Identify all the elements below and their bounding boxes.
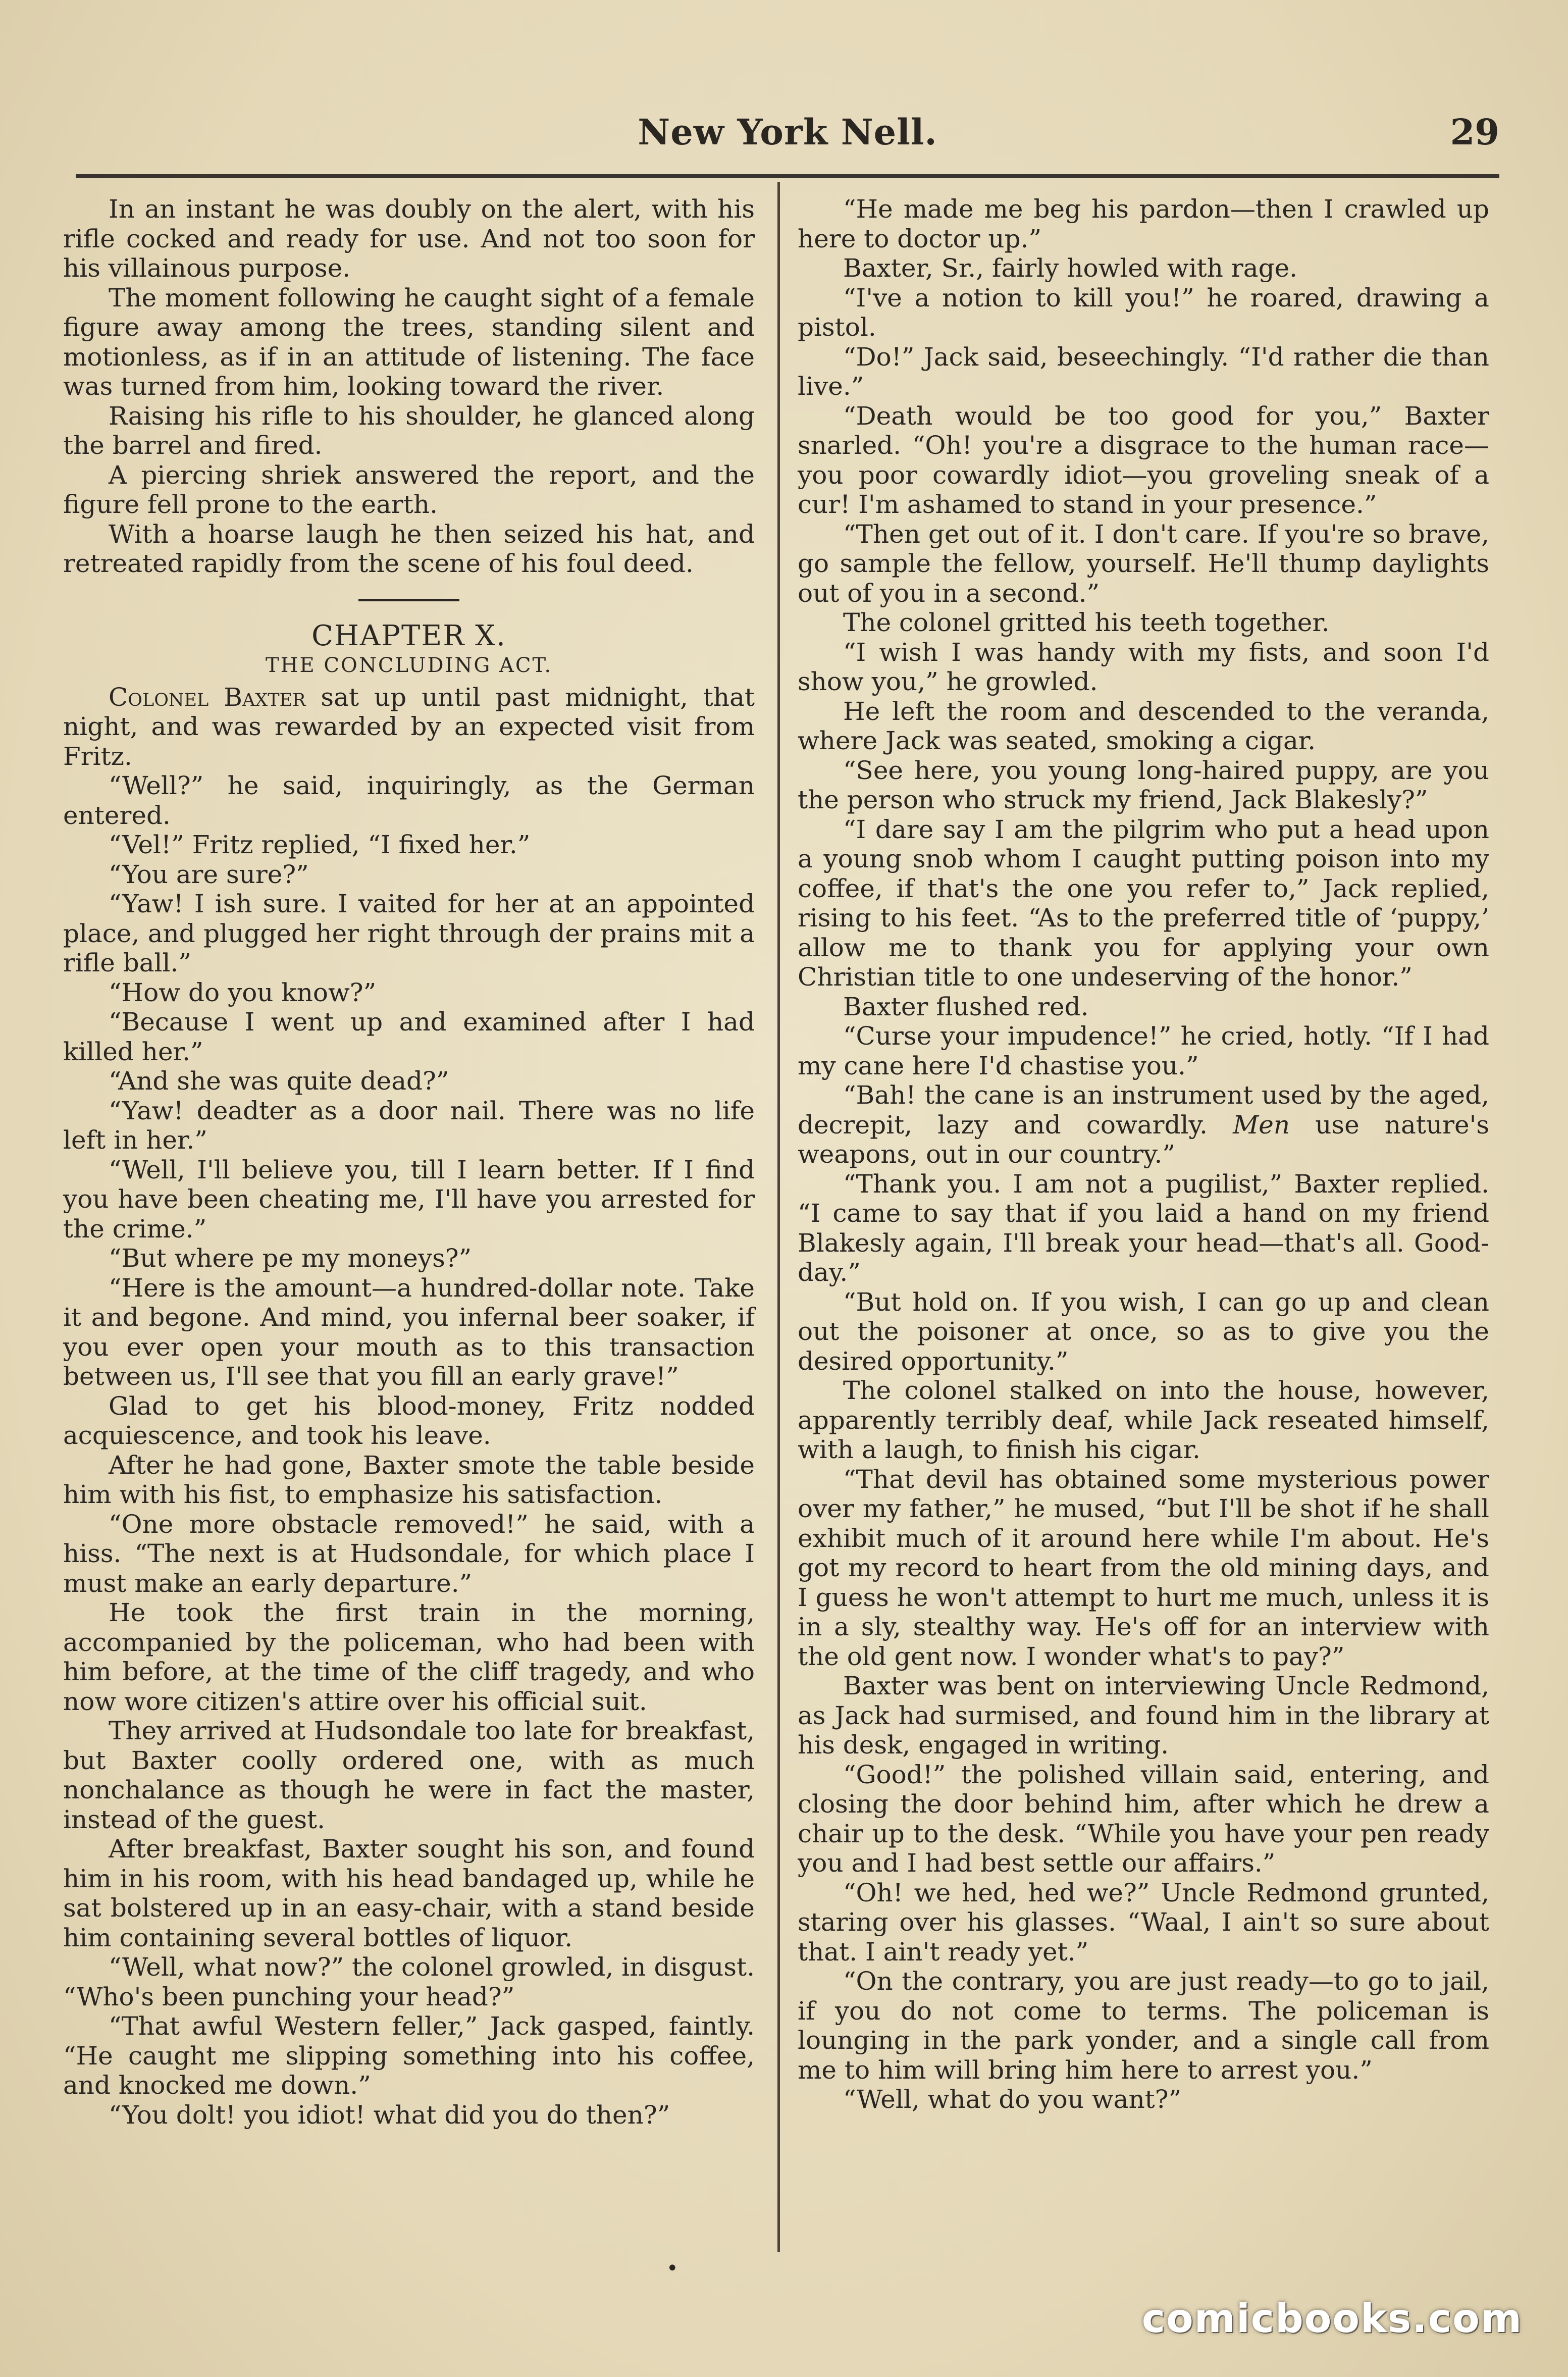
- paragraph: “Well, I'll believe you, till I learn better. If I find you have been cheating me, I'll have you arrested for the crime.”: [63, 1155, 755, 1244]
- paragraph: “Curse your impudence!” he cried, hotly. “If I had my cane here I'd chastise you.”: [798, 1021, 1489, 1080]
- paragraph: With a hoarse laugh he then seized his hat, and retreated rapidly from the scene of his foul deed.: [63, 519, 755, 578]
- paragraph: “Do!” Jack said, beseechingly. “I'd rather die than live.”: [798, 342, 1489, 401]
- paragraph: “Vel!” Fritz replied, “I fixed her.”: [109, 830, 531, 859]
- chapter-first-paragraph-rest: sat up until past midnight, that night, and was rewarded by an expected visit from Fritz.: [63, 682, 755, 771]
- paragraph: Raising his rifle to his shoulder, he glanced along the barrel and fired.: [63, 401, 755, 460]
- bah-text-after: use nature's weapons, out in our country.”: [798, 1110, 1489, 1169]
- paragraph: “Yaw! I ish sure. I vaited for her at an appointed place, and plugged her right through der prains mit a rifle ball.”: [63, 889, 755, 977]
- paragraph: The moment following he caught sight of a female figure away among the trees, standing silent and motionless, as if in an attitude of listening. The face was turned from him, looking toward the river.: [63, 283, 755, 401]
- chapter-subtitle: THE CONCLUDING ACT.: [265, 654, 553, 677]
- watermark: comicbooks.com: [1141, 2296, 1523, 2342]
- paragraph: “But where pe my moneys?”: [109, 1244, 472, 1273]
- paragraph: After breakfast, Baxter sought his son, and found him in his room, with his head bandaged up, while he sat bolstered up in an easy-chair, with a stand beside him containing several bottles of liquor.: [63, 1834, 755, 1952]
- paragraph: “Then get out of it. I don't care. If you're so brave, go sample the fellow, yourself. He'll thump daylights out of you in a second.”: [798, 519, 1489, 608]
- left-after-chapter: [63, 771, 755, 2130]
- paragraph: “One more obstacle removed!” he said, with a hiss. “The next is at Hudsondale, for which place I must make an early departure.”: [63, 1509, 755, 1598]
- paragraph: “That devil has obtained some mysterious power over my father,” he mused, “but I'll be shot if he shall exhibit much of it around here while I'm about. He's got my record to heart from the old mining days, and I guess he won't attempt to hurt me much, unless it is in a sly, stealthy way. He's off for an interview with the old gent now. I wonder what's to pay?”: [798, 1464, 1489, 1671]
- printer-mark: •: [666, 2257, 678, 2280]
- right-column: [798, 194, 1489, 2114]
- paragraph: Baxter flushed red.: [843, 992, 1089, 1021]
- paragraph: “See here, you young long-haired puppy, are you the person who struck my friend, Jack Blakesly?”: [798, 755, 1489, 814]
- column-divider: [777, 182, 780, 2252]
- running-title: New York Nell.: [638, 111, 937, 153]
- right-paragraphs-a: [798, 194, 1489, 1080]
- paragraph: Baxter, Sr., fairly howled with rage.: [843, 253, 1298, 283]
- paragraph: “You dolt! you idiot! what did you do then?”: [109, 2100, 670, 2130]
- paragraph: After he had gone, Baxter smote the table beside him with his fist, to emphasize his satisfaction.: [63, 1450, 755, 1509]
- paragraph: Glad to get his blood-money, Fritz nodded acquiescence, and took his leave.: [63, 1391, 755, 1450]
- bah-text-before: “Bah! the cane is an instrument used by the aged, decrepit, lazy and cowardly.: [798, 1080, 1489, 1140]
- paragraph: “He made me beg his pardon—then I crawled up here to doctor up.”: [798, 194, 1489, 253]
- header-rule: [76, 174, 1499, 178]
- paragraph: “You are sure?”: [109, 859, 309, 889]
- section-rule: [358, 599, 459, 601]
- paragraph-bah: [798, 1080, 1489, 1169]
- paragraph: “I've a notion to kill you!” he roared, drawing a pistol.: [798, 283, 1489, 342]
- paragraph: “Here is the amount—a hundred-dollar note. Take it and begone. And mind, you infernal beer soaker, if you ever open your mouth as to this transaction between us, I'll see that you fill an early grave!”: [63, 1273, 755, 1391]
- paragraph: “And she was quite dead?”: [109, 1066, 449, 1096]
- paragraph: “Oh! we hed, hed we?” Uncle Redmond grunted, staring over his glasses. “Waal, I ain't so sure about that. I ain't ready yet.”: [798, 1878, 1489, 1967]
- paragraph: “Yaw! deadter as a door nail. There was no life left in her.”: [63, 1096, 755, 1155]
- chapter-title: CHAPTER X.: [311, 619, 506, 652]
- paragraph: They arrived at Hudsondale too late for breakfast, but Baxter coolly ordered one, with as much nonchalance as though he were in fact the master, instead of the guest.: [63, 1716, 755, 1834]
- paragraph: “I wish I was handy with my fists, and soon I'd show you,” he growled.: [798, 637, 1489, 696]
- paragraph: “Well, what now?” the colonel growled, in disgust. “Who's been punching your head?”: [63, 1952, 755, 2011]
- left-before-chapter: [63, 194, 755, 579]
- paragraph: He took the first train in the morning, accompanied by the policeman, who had been with him before, at the time of the cliff tragedy, and who now wore citizen's attire over his official suit.: [63, 1598, 755, 1716]
- paragraph: “That awful Western feller,” Jack gasped, faintly. “He caught me slipping something into his coffee, and knocked me down.”: [63, 2011, 755, 2100]
- paragraph: “Because I went up and examined after I had killed her.”: [63, 1007, 755, 1066]
- paragraph: “How do you know?”: [109, 977, 377, 1007]
- paragraph: Baxter was bent on interviewing Uncle Redmond, as Jack had surmised, and found him in the library at his desk, engaged in writing.: [798, 1671, 1489, 1760]
- paragraph: “Well?” he said, inquiringly, as the German entered.: [63, 771, 755, 830]
- paragraph: “Good!” the polished villain said, entering, and closing the door behind him, after which he drew a chair up to the desk. “While you have your pen ready you and I had best settle our affairs.”: [798, 1760, 1489, 1878]
- bah-italic: Men: [1233, 1110, 1290, 1140]
- chapter-lead-words: Colonel Baxter: [109, 682, 306, 712]
- paragraph: “Thank you. I am not a pugilist,” Baxter replied. “I came to say that if you laid a hand on my friend Blakesly again, I'll break your head—that's all. Good-day.”: [798, 1169, 1489, 1287]
- paragraph: “On the contrary, you are just ready—to go to jail, if you do not come to terms. The policeman is lounging in the park yonder, and a single call from me to him will bring him here to arrest you.”: [798, 1967, 1489, 2085]
- chapter-first-paragraph: [63, 683, 755, 771]
- running-header: [76, 111, 1499, 167]
- paragraph: “Well, what do you want?”: [843, 2085, 1182, 2114]
- paragraph: “I dare say I am the pilgrim who put a head upon a young snob whom I caught putting poison into my coffee, if that's the one you refer to,” Jack replied, rising to his feet. “As to the preferred title of ‘puppy,’ allow me to thank you for applying your own Christian title to one undeserving of the honor.”: [798, 814, 1489, 992]
- paragraph: “Death would be too good for you,” Baxter snarled. “Oh! you're a disgrace to the human race—you poor cowardly idiot—you groveling sneak of a cur! I'm ashamed to stand in your presence.”: [798, 401, 1489, 519]
- left-column: [63, 194, 755, 2130]
- page-number: 29: [1450, 111, 1499, 153]
- paragraph: In an instant he was doubly on the alert, with his rifle cocked and ready for use. And not too soon for his villainous purpose.: [63, 194, 755, 283]
- paragraph: The colonel stalked on into the house, however, apparently terribly deaf, while Jack reseated himself, with a laugh, to finish his cigar.: [798, 1376, 1489, 1464]
- paragraph: “But hold on. If you wish, I can go up and clean out the poisoner at once, so as to give you the desired opportunity.”: [798, 1287, 1489, 1376]
- paragraph: The colonel gritted his teeth together.: [843, 608, 1330, 637]
- right-paragraphs-b: [798, 1169, 1489, 2114]
- paragraph: He left the room and descended to the veranda, where Jack was seated, smoking a cigar.: [798, 696, 1489, 755]
- paragraph: A piercing shriek answered the report, and the figure fell prone to the earth.: [63, 460, 755, 519]
